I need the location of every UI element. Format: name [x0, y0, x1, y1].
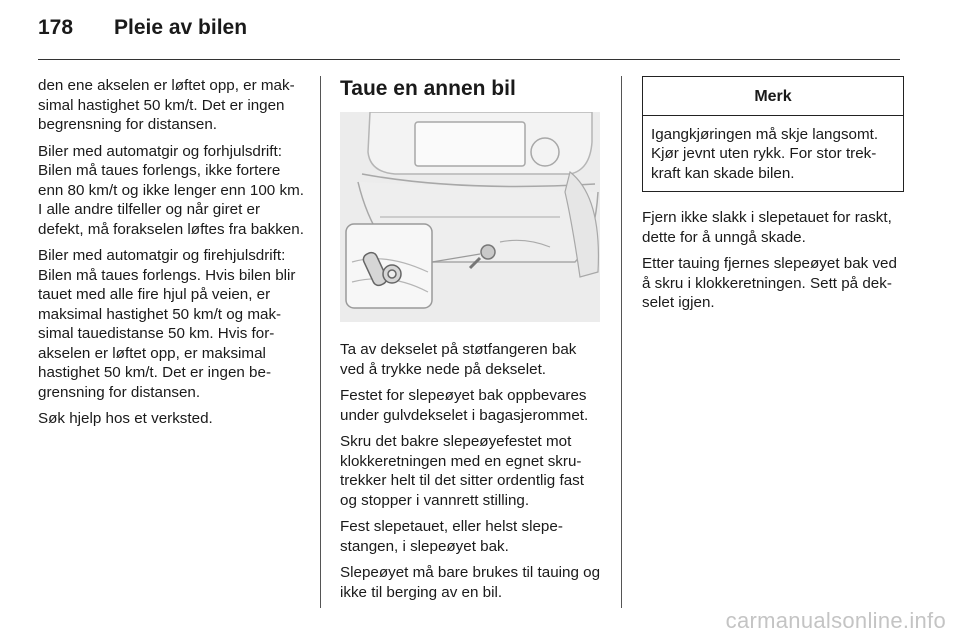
- note-text: Igangkjøringen må skje langsomt. Kjør jevnt uten rykk. For stor trekkraft kan skade bilen.: [651, 125, 879, 182]
- note-title: Merk: [643, 77, 903, 116]
- paragraph: Skru det bakre slepeøyefestet mot klokkeretningen med en egnet skrutrekker helt til det sitter ordentlig fast og stopper i vannrett stilling.: [340, 433, 584, 509]
- paragraph: den ene akselen er løftet opp, er maksimal hastighet 50 km/t. Det er ingen begrensning for distansen.: [38, 77, 295, 133]
- page-header: [38, 16, 247, 50]
- paragraph: Festet for slepeøyet bak oppbevares under gulvdekselet i bagasjerommet.: [340, 387, 589, 424]
- middle-column: [340, 76, 604, 609]
- note-box: [642, 76, 904, 192]
- section-heading: Taue en annen bil: [340, 77, 516, 100]
- paragraph: Etter tauing fjernes slepeøyet bak ved å skru i klokkeretningen. Sett på dekselet igjen.: [642, 255, 897, 311]
- page-title: Pleie av bilen: [114, 16, 248, 39]
- left-column: [38, 76, 306, 436]
- paragraph: Søk hjelp hos et verksted.: [38, 410, 213, 427]
- page-number: 178: [38, 16, 74, 39]
- paragraph: Biler med automatgir og firehjulsdrift: Bilen må taues forlengs. Hvis bilen blir tauet med alle fire hjul på veien, er maksimal hastighet 50 km/t og maksimal tauedistanse 50 km. Hvis forakselen er løftet opp, er maksimal hastighet 50 km/t. Det er ingen begrensning for distansen.: [38, 247, 296, 401]
- paragraph: Fjern ikke slakk i slepetauet for raskt, dette for å unngå skade.: [642, 209, 892, 246]
- column-divider: [621, 76, 622, 608]
- rear-bumper-tow-eye-illustration: [340, 112, 600, 322]
- paragraph: Biler med automatgir og forhjulsdrift: Bilen må taues forlengs, ikke fortere enn 80 km/t og ikke lenger enn 100 km. I alle andre tilfeller og når giret er defekt, må forakselen løftes fra bakken.: [38, 142, 304, 238]
- paragraph: Slepeøyet må bare brukes til tauing og ikke til berging av en bil.: [340, 564, 601, 601]
- header-divider: [38, 59, 900, 60]
- watermark: carmanualsonline.info: [725, 608, 946, 633]
- paragraph: Fest slepetauet, eller helst slepestangen, i slepeøyet bak.: [340, 518, 563, 555]
- column-divider: [320, 76, 321, 608]
- right-column: [642, 76, 904, 320]
- car-rear-illustration: [340, 112, 600, 322]
- paragraph: Ta av dekselet på støtfangeren bak ved å trykke nede på dekselet.: [340, 341, 577, 378]
- note-body: [643, 116, 903, 192]
